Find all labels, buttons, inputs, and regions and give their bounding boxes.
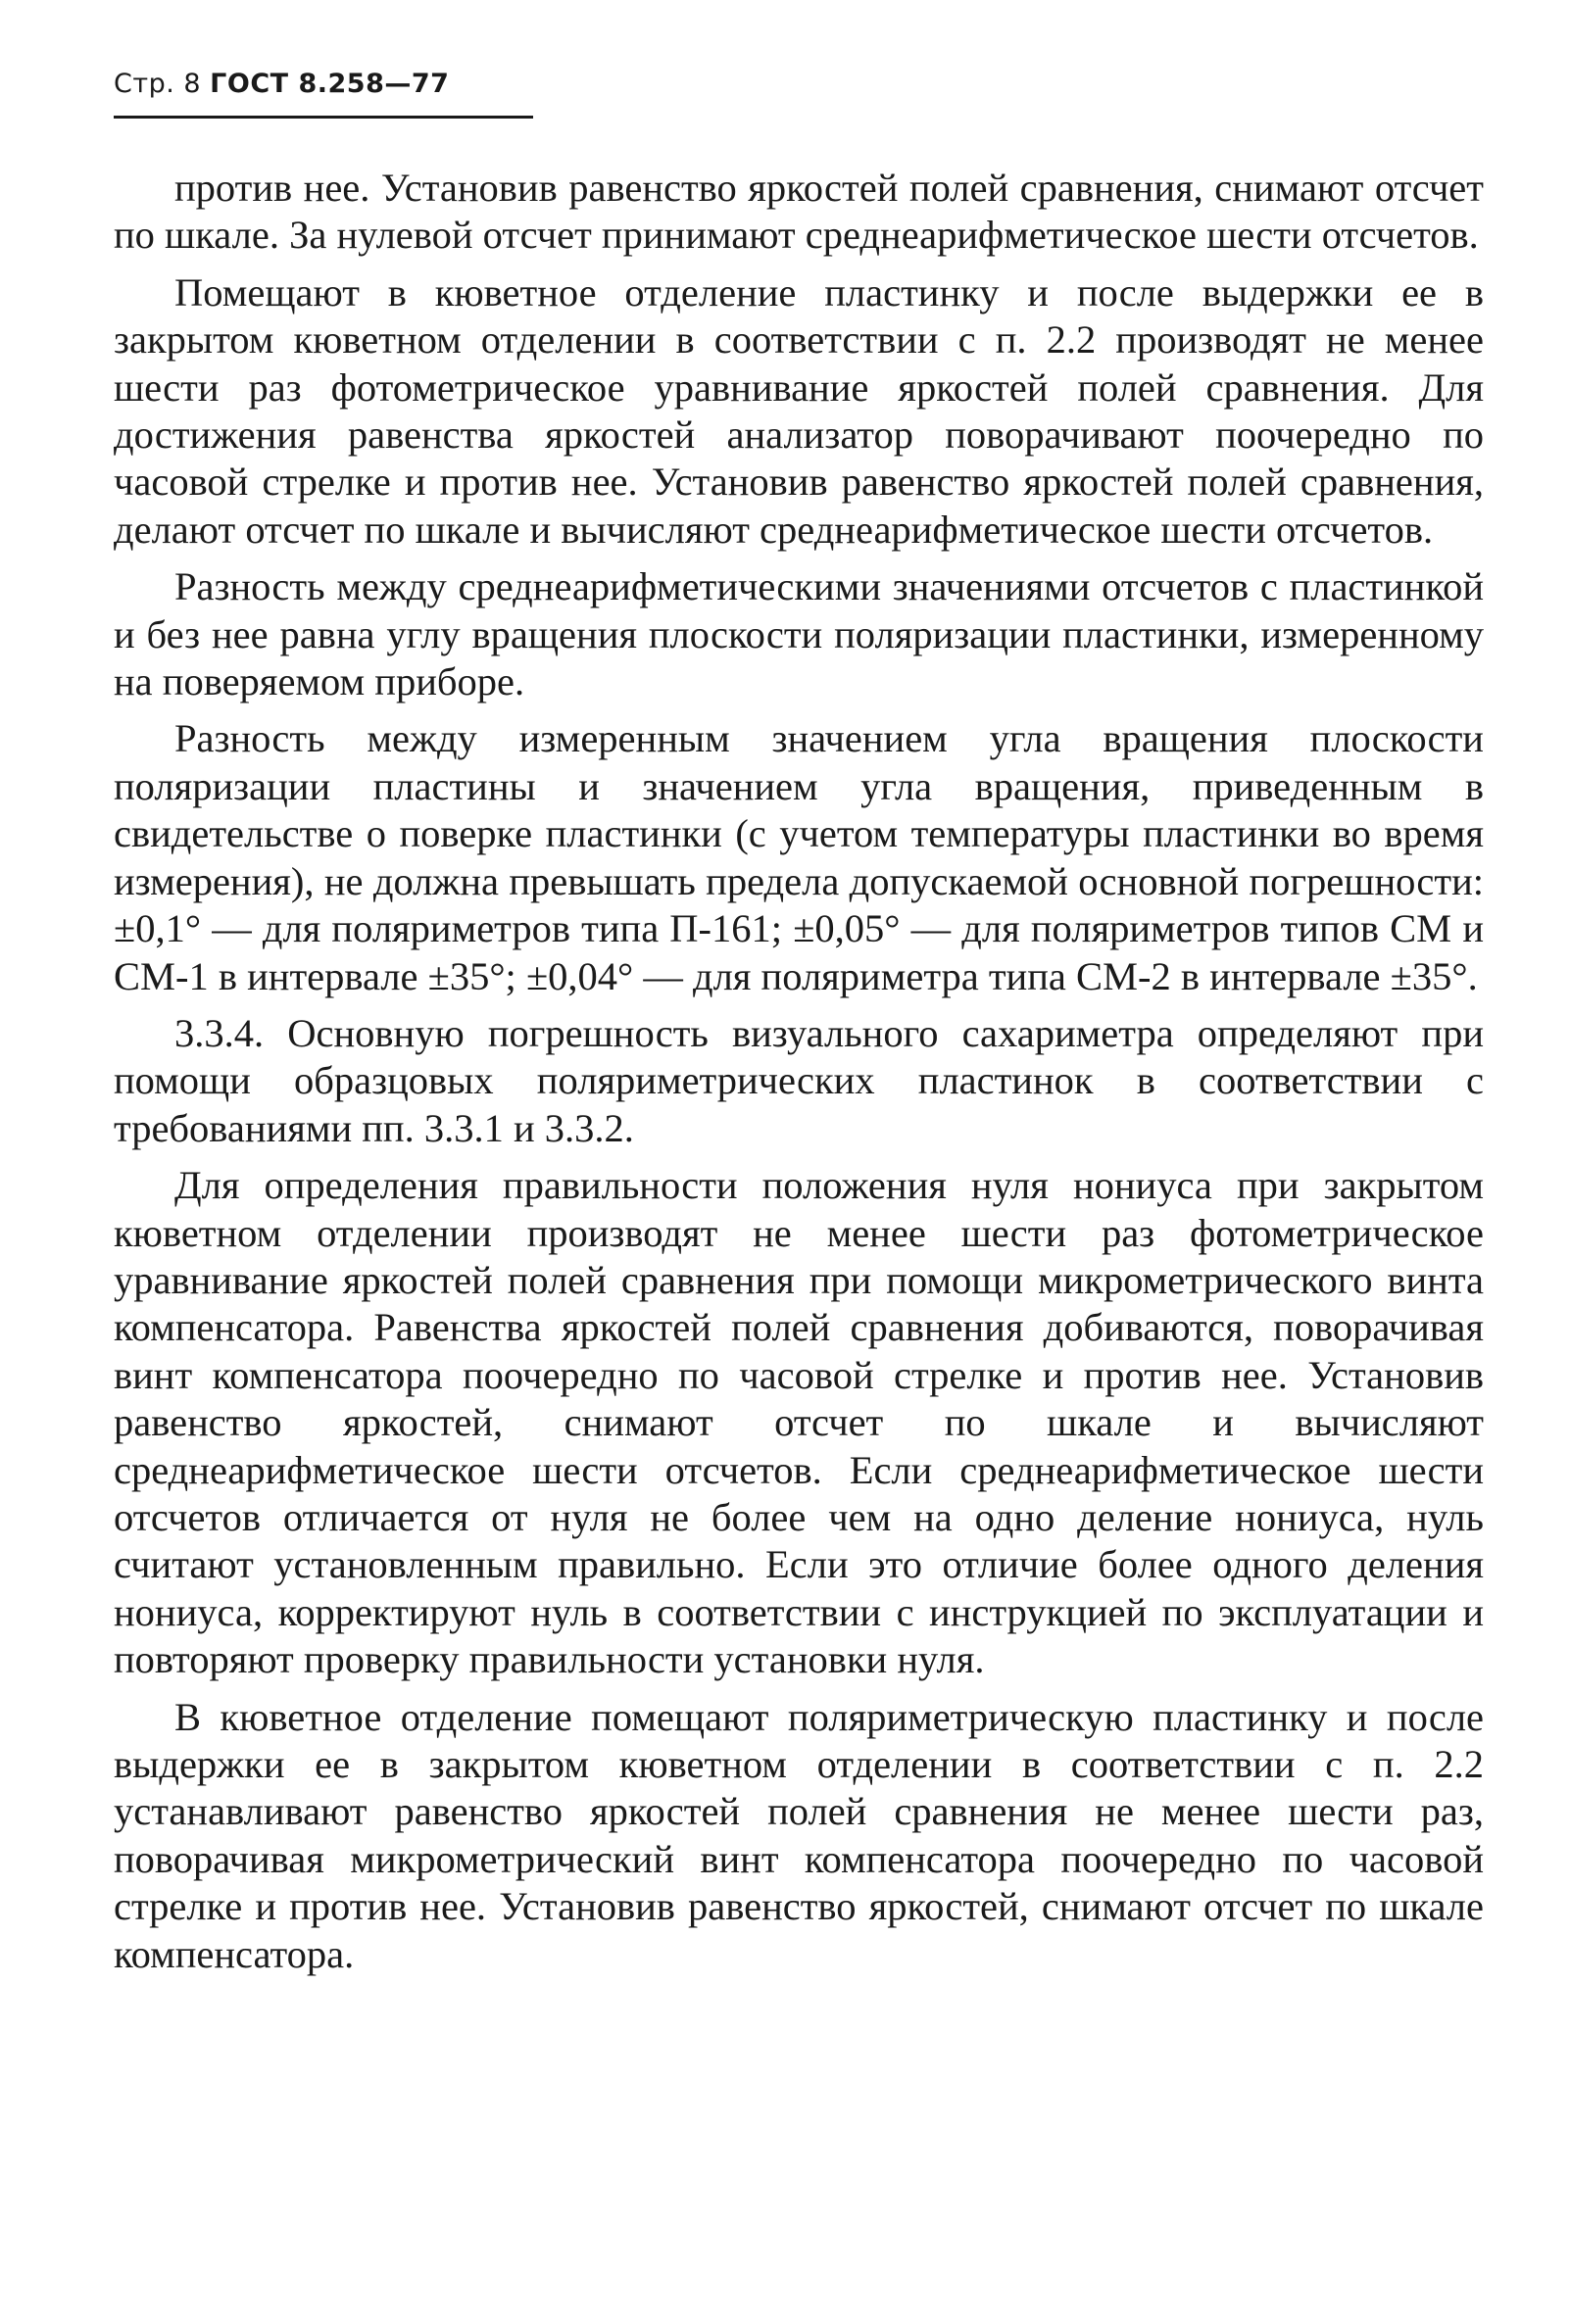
paragraph: 3.3.4. Основную погрешность визуального сахариметра определяют при помощи образцовых поляриметрических пластинок в соответствии с требованиями пп. 3.3.1 и 3.3.2. bbox=[114, 1010, 1484, 1150]
standard-designation: ГОСТ 8.258—77 bbox=[210, 69, 450, 99]
document-body bbox=[114, 165, 1484, 1978]
paragraph: В кюветное отделение помещают поляриметрическую пластинку и после выдержки ее в закрытом кюветном отделении в соответствии с п. 2.2 устанавливают равенство яркостей полей сравнения не менее шести раз, поворачивая микрометрический винт компенсатора поочередно по часовой стрелке и против нее. Установив равенство яркостей, снимают отсчет по шкале компенсатора. bbox=[114, 1694, 1484, 1976]
paragraph: против нее. Установив равенство яркостей полей сравнения, снимают отсчет по шкале. За нулевой отсчет принимают среднеарифметическое шести отсчетов. bbox=[114, 166, 1484, 258]
paragraph: Помещают в кюветное отделение пластинку и после выдержки ее в закрытом кюветном отделении в соответствии с п. 2.2 производят не менее шести раз фотометрическое уравнивание яркостей полей сравнения. Для достижения равенства яркостей анализатор поворачивают поочередно по часовой стрелке и против нее. Установив равенство яркостей полей сравнения, делают отсчет по шкале и вычисляют среднеарифметическое шести отсчетов. bbox=[114, 269, 1484, 552]
paragraph: Для определения правильности положения нуля нониуса при закрытом кюветном отделении производят не менее шести раз фотометрическое уравнивание яркостей полей сравнения при помощи микрометрического винта компенсатора. Равенства яркостей полей сравнения добиваются, поворачивая винт компенсатора поочередно по часовой стрелке и против нее. Установив равенство яркостей, снимают отсчет по шкале и вычисляют среднеарифметическое шести отсчетов. Если среднеарифметическое шести отсчетов отличается от нуля не более чем на одно деление нониуса, нуль считают установленным правильно. Если это отличие более одного деления нониуса, корректируют нуль в соответствии с инструкцией по эксплуатации и повторяют проверку правильности установки нуля. bbox=[114, 1163, 1484, 1682]
page-number-label: Стр. 8 bbox=[114, 69, 202, 99]
page-header bbox=[114, 69, 531, 99]
header-rule bbox=[114, 116, 533, 119]
paragraph: Разность между измеренным значением угла вращения плоскости поляризации пластины и значением угла вращения, приведенным в свидетельстве о поверке пластинки (с учетом температуры пластинки во время измерения), не должна превышать предела допускаемой основной погрешности: ±0,1° — для поляриметров типа П-161; ±0,05° — для поляриметров типов СМ и СМ-1 в интервале ±35°; ±0,04° — для поляриметра типа СМ-2 в интервале ±35°. bbox=[114, 716, 1484, 998]
paragraph: Разность между среднеарифметическими значениями отсчетов с пластинкой и без нее равна углу вращения плоскости поляризации пластинки, измеренному на поверяемом приборе. bbox=[114, 564, 1484, 704]
